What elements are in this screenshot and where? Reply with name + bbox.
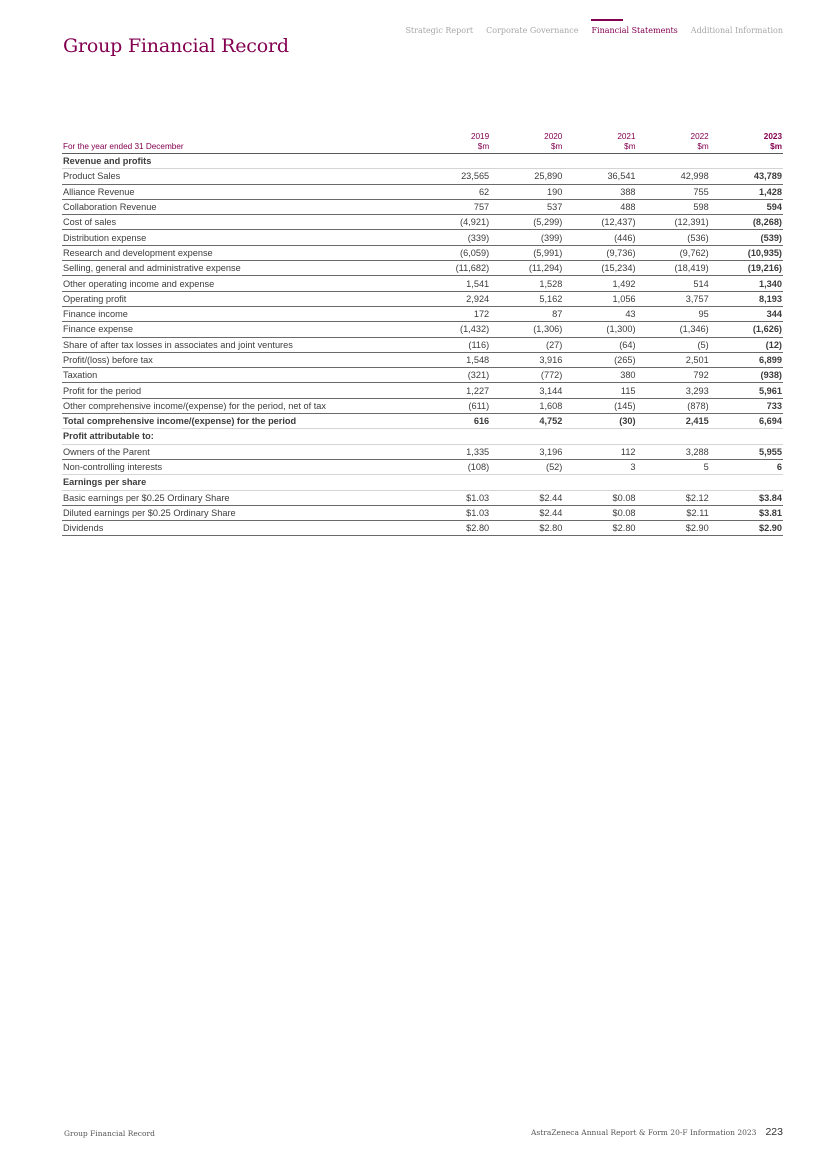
row-label: Finance income	[62, 306, 417, 321]
footer-document-title: AstraZeneca Annual Report & Form 20-F Information 2023	[531, 1128, 757, 1137]
table-row	[62, 261, 783, 276]
value-cell-2020: $2.44	[490, 490, 563, 505]
nav-additional-information[interactable]: Additional Information	[690, 26, 783, 35]
value-cell-2019: 62	[417, 184, 490, 199]
value-cell-2023: 8,193	[710, 291, 783, 306]
value-cell-2020	[490, 475, 563, 490]
table-row	[62, 459, 783, 474]
value-cell-2021: (64)	[563, 337, 636, 352]
table-row	[62, 215, 783, 230]
table-row	[62, 199, 783, 214]
table-row	[62, 505, 783, 520]
row-label: Cost of sales	[62, 215, 417, 230]
value-cell-2022: 5	[637, 459, 710, 474]
unit-label: $m	[770, 142, 782, 151]
value-cell-2021: 43	[563, 306, 636, 321]
value-cell-2019: 1,335	[417, 444, 490, 459]
row-label: Distribution expense	[62, 230, 417, 245]
value-cell-2020: $2.44	[490, 505, 563, 520]
value-cell-2019: (11,682)	[417, 261, 490, 276]
footer-section-name: Group Financial Record	[64, 1129, 155, 1138]
value-cell-2021: 388	[563, 184, 636, 199]
value-cell-2022	[637, 429, 710, 444]
table-row	[62, 291, 783, 306]
value-cell-2022: 95	[637, 306, 710, 321]
table-row	[62, 414, 783, 429]
value-cell-2021: $0.08	[563, 490, 636, 505]
nav-strategic-report[interactable]: Strategic Report	[405, 26, 474, 35]
table-row	[62, 230, 783, 245]
value-cell-2021	[563, 429, 636, 444]
value-cell-2019: $1.03	[417, 490, 490, 505]
value-cell-2022: 3,288	[637, 444, 710, 459]
value-cell-2019: 23,565	[417, 169, 490, 184]
value-cell-2020: 3,196	[490, 444, 563, 459]
value-cell-2022: 3,293	[637, 383, 710, 398]
value-cell-2022: 792	[637, 368, 710, 383]
value-cell-2019: 2,924	[417, 291, 490, 306]
value-cell-2020: 1,528	[490, 276, 563, 291]
value-cell-2021: 115	[563, 383, 636, 398]
value-cell-2022: $2.12	[637, 490, 710, 505]
row-label: Owners of the Parent	[62, 444, 417, 459]
table-header-row	[62, 132, 783, 154]
table-row	[62, 444, 783, 459]
value-cell-2022: 598	[637, 199, 710, 214]
value-cell-2022: 2,415	[637, 414, 710, 429]
year-label: 2019	[470, 132, 490, 141]
value-cell-2019: 616	[417, 414, 490, 429]
section-header-row	[62, 475, 783, 490]
row-label: Profit/(loss) before tax	[62, 352, 417, 367]
value-cell-2021: 36,541	[563, 169, 636, 184]
column-header-2019	[417, 132, 490, 154]
section-title: Profit attributable to:	[62, 429, 417, 444]
unit-label: $m	[477, 142, 490, 151]
value-cell-2023: 6,694	[710, 414, 783, 429]
value-cell-2023: 5,955	[710, 444, 783, 459]
table-row	[62, 169, 783, 184]
value-cell-2023: (19,216)	[710, 261, 783, 276]
value-cell-2022: 2,501	[637, 352, 710, 367]
value-cell-2021: 3	[563, 459, 636, 474]
value-cell-2019	[417, 475, 490, 490]
value-cell-2021	[563, 475, 636, 490]
value-cell-2023: (938)	[710, 368, 783, 383]
value-cell-2019: 1,227	[417, 383, 490, 398]
value-cell-2020: 4,752	[490, 414, 563, 429]
value-cell-2023: 5,961	[710, 383, 783, 398]
unit-label: $m	[624, 142, 636, 151]
section-header-row	[62, 154, 783, 169]
row-label: Product Sales	[62, 169, 417, 184]
value-cell-2021: 112	[563, 444, 636, 459]
value-cell-2022: (878)	[637, 398, 710, 413]
value-cell-2021: (265)	[563, 352, 636, 367]
value-cell-2019: (4,921)	[417, 215, 490, 230]
value-cell-2023: (10,935)	[710, 245, 783, 260]
value-cell-2019: (611)	[417, 398, 490, 413]
column-header-2021	[563, 132, 636, 154]
value-cell-2023: $3.84	[710, 490, 783, 505]
row-label: Profit for the period	[62, 383, 417, 398]
value-cell-2021: 1,492	[563, 276, 636, 291]
value-cell-2022: (1,346)	[637, 322, 710, 337]
unit-label: $m	[697, 142, 709, 151]
value-cell-2020: 537	[490, 199, 563, 214]
section-header-row	[62, 429, 783, 444]
nav-corporate-governance[interactable]: Corporate Governance	[486, 26, 579, 35]
column-header-2023	[710, 132, 783, 154]
value-cell-2019: (1,432)	[417, 322, 490, 337]
value-cell-2022	[637, 154, 710, 169]
period-label: For the year ended 31 December	[63, 142, 184, 151]
value-cell-2023: (539)	[710, 230, 783, 245]
table-row	[62, 306, 783, 321]
page-title: Group Financial Record	[63, 35, 289, 57]
value-cell-2021: (9,736)	[563, 245, 636, 260]
year-label: 2023	[763, 132, 782, 141]
value-cell-2022: 755	[637, 184, 710, 199]
section-nav	[405, 26, 783, 35]
value-cell-2019	[417, 429, 490, 444]
table-row	[62, 490, 783, 505]
value-cell-2021: 1,056	[563, 291, 636, 306]
value-cell-2023: 1,340	[710, 276, 783, 291]
value-cell-2021	[563, 154, 636, 169]
value-cell-2023: 6,899	[710, 352, 783, 367]
value-cell-2020: 1,608	[490, 398, 563, 413]
value-cell-2020: (11,294)	[490, 261, 563, 276]
row-label: Taxation	[62, 368, 417, 383]
value-cell-2020: (399)	[490, 230, 563, 245]
value-cell-2023: 43,789	[710, 169, 783, 184]
value-cell-2020: (27)	[490, 337, 563, 352]
value-cell-2019: $1.03	[417, 505, 490, 520]
row-label: Dividends	[62, 521, 417, 536]
value-cell-2023	[710, 475, 783, 490]
table-row	[62, 521, 783, 536]
table-row	[62, 337, 783, 352]
value-cell-2023: (12)	[710, 337, 783, 352]
value-cell-2023: (1,626)	[710, 322, 783, 337]
unit-label: $m	[550, 142, 563, 151]
value-cell-2023: (8,268)	[710, 215, 783, 230]
value-cell-2023: 594	[710, 199, 783, 214]
table-row	[62, 276, 783, 291]
value-cell-2020	[490, 154, 563, 169]
value-cell-2022: (9,762)	[637, 245, 710, 260]
value-cell-2022: 3,757	[637, 291, 710, 306]
row-label: Operating profit	[62, 291, 417, 306]
value-cell-2023	[710, 154, 783, 169]
row-label: Research and development expense	[62, 245, 417, 260]
footer-document	[531, 1126, 783, 1138]
value-cell-2022: 42,998	[637, 169, 710, 184]
value-cell-2023: 1,428	[710, 184, 783, 199]
value-cell-2020: (1,306)	[490, 322, 563, 337]
row-label: Finance expense	[62, 322, 417, 337]
table-row	[62, 184, 783, 199]
table-row	[62, 398, 783, 413]
value-cell-2021: (1,300)	[563, 322, 636, 337]
value-cell-2022: (12,391)	[637, 215, 710, 230]
value-cell-2019: (321)	[417, 368, 490, 383]
value-cell-2021: (145)	[563, 398, 636, 413]
value-cell-2021: (30)	[563, 414, 636, 429]
value-cell-2022: (536)	[637, 230, 710, 245]
table-body	[62, 154, 783, 536]
year-label: 2021	[617, 132, 636, 141]
value-cell-2020	[490, 429, 563, 444]
value-cell-2021: $2.80	[563, 521, 636, 536]
value-cell-2023: 6	[710, 459, 783, 474]
value-cell-2023	[710, 429, 783, 444]
year-label: 2022	[690, 132, 709, 141]
row-label: Diluted earnings per $0.25 Ordinary Share	[62, 505, 417, 520]
value-cell-2019: (116)	[417, 337, 490, 352]
row-label: Share of after tax losses in associates and joint ventures	[62, 337, 417, 352]
value-cell-2021: (12,437)	[563, 215, 636, 230]
value-cell-2020: 3,916	[490, 352, 563, 367]
value-cell-2020: (52)	[490, 459, 563, 474]
value-cell-2020: (5,299)	[490, 215, 563, 230]
value-cell-2019: (339)	[417, 230, 490, 245]
value-cell-2023: 733	[710, 398, 783, 413]
year-label: 2020	[544, 132, 563, 141]
row-label: Other comprehensive income/(expense) for the period, net of tax	[62, 398, 417, 413]
value-cell-2021: (446)	[563, 230, 636, 245]
value-cell-2019: 172	[417, 306, 490, 321]
value-cell-2022: 514	[637, 276, 710, 291]
value-cell-2020: 25,890	[490, 169, 563, 184]
value-cell-2023: $2.90	[710, 521, 783, 536]
table-row	[62, 245, 783, 260]
row-label: Collaboration Revenue	[62, 199, 417, 214]
column-header-2022	[637, 132, 710, 154]
value-cell-2022: $2.90	[637, 521, 710, 536]
value-cell-2022: (18,419)	[637, 261, 710, 276]
value-cell-2022: $2.11	[637, 505, 710, 520]
value-cell-2019: 1,548	[417, 352, 490, 367]
value-cell-2022	[637, 475, 710, 490]
row-label: Other operating income and expense	[62, 276, 417, 291]
value-cell-2020: 3,144	[490, 383, 563, 398]
table-row	[62, 383, 783, 398]
value-cell-2020: 5,162	[490, 291, 563, 306]
table-row	[62, 368, 783, 383]
value-cell-2021: 380	[563, 368, 636, 383]
value-cell-2021: $0.08	[563, 505, 636, 520]
value-cell-2022: (5)	[637, 337, 710, 352]
value-cell-2021: 488	[563, 199, 636, 214]
value-cell-2023: $3.81	[710, 505, 783, 520]
column-header-2020	[490, 132, 563, 154]
value-cell-2019: (108)	[417, 459, 490, 474]
table-row	[62, 352, 783, 367]
value-cell-2020: (772)	[490, 368, 563, 383]
financial-record-table	[62, 132, 783, 536]
row-label: Non-controlling interests	[62, 459, 417, 474]
row-label: Selling, general and administrative expense	[62, 261, 417, 276]
page-number: 223	[765, 1126, 783, 1138]
section-title: Revenue and profits	[62, 154, 417, 169]
table-row	[62, 322, 783, 337]
value-cell-2019: 757	[417, 199, 490, 214]
row-label: Basic earnings per $0.25 Ordinary Share	[62, 490, 417, 505]
value-cell-2019	[417, 154, 490, 169]
value-cell-2019: 1,541	[417, 276, 490, 291]
value-cell-2020: 87	[490, 306, 563, 321]
section-title: Earnings per share	[62, 475, 417, 490]
value-cell-2019: $2.80	[417, 521, 490, 536]
value-cell-2023: 344	[710, 306, 783, 321]
row-label: Alliance Revenue	[62, 184, 417, 199]
value-cell-2020: $2.80	[490, 521, 563, 536]
nav-financial-statements[interactable]: Financial Statements	[591, 26, 678, 35]
value-cell-2020: (5,991)	[490, 245, 563, 260]
value-cell-2021: (15,234)	[563, 261, 636, 276]
value-cell-2019: (6,059)	[417, 245, 490, 260]
row-label: Total comprehensive income/(expense) for the period	[62, 414, 417, 429]
value-cell-2020: 190	[490, 184, 563, 199]
